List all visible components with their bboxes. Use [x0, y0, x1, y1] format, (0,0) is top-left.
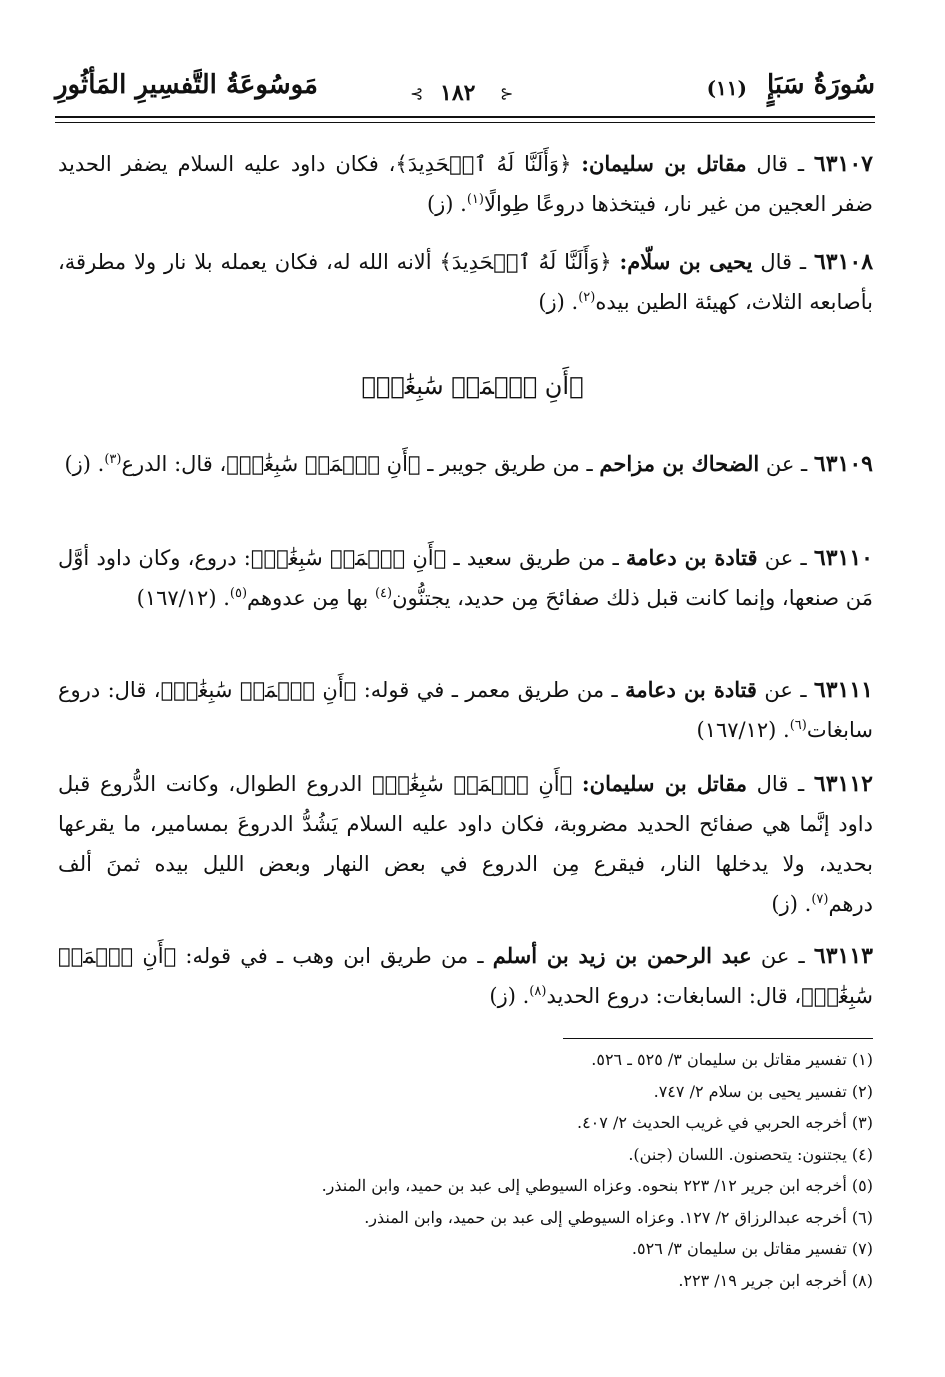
entry-text: ، قال: السابغات: دروع الحديد: [546, 984, 802, 1008]
entry-text: الدروع الطوال، وكانت الدُّروع قبل داود إنَّما هي صفائح الحديد مضروبة، فكان داود عليه السلام يَشُدُّ الدروعَ بمسامير، ما يقرعها بحديد، ولا يدخلها النار، فيقرع مِن الدروع في بعض النهار وبعض الليل بيده ثمنَ ألف درهم: [58, 772, 873, 916]
section-title: ﴿أَنِ ٱعۡمَلۡ سَٰبِغَٰتٖ﴾: [361, 372, 584, 400]
entry-source: . (ز): [771, 892, 812, 916]
entry-63109: [58, 444, 873, 484]
header-rule-thin: [55, 122, 875, 123]
footnote-ref[interactable]: (٥): [229, 586, 248, 601]
footnote-item: (٨) أخرجه ابن جرير ١٩/ ٢٢٣.: [678, 1270, 873, 1290]
entry-number: ٦٣١١٢: [813, 771, 873, 797]
entry-63111: [58, 670, 873, 750]
entry-63107: [58, 144, 873, 224]
entry-prefix: ـ قال: [746, 152, 805, 176]
entry-source: . (١٦٧/١٢): [696, 718, 790, 742]
header-rule-thick: [55, 116, 875, 118]
entry-number: ٦٣١٠٨: [813, 249, 874, 275]
entry-prefix: ـ عن: [751, 944, 805, 968]
entry-63108: [58, 242, 873, 322]
entry-author: عبد الرحمن بن زيد بن أسلم: [492, 943, 752, 968]
entry-number: ٦٣١١١: [813, 677, 873, 703]
entry-chain: ـ من طريق جويبر ـ: [420, 452, 600, 476]
quran-quote: ﴿وَأَلَنَّا لَهُ ٱلۡحَدِيدَ﴾: [395, 152, 582, 176]
entry-text: : دروع، وكان داود أوَّل مَن صنعها، وإنما كانت قبل ذلك صفائحَ مِن حديد، يجتنُّون: [58, 546, 873, 610]
entry-63113: [58, 936, 873, 1016]
footnote-ref[interactable]: (١): [466, 192, 484, 207]
footnote-item: (٧) تفسير مقاتل بن سليمان ٣/ ٥٢٦.: [631, 1239, 873, 1258]
sura-title: سُورَةُ سَبَإٍ: [767, 70, 875, 100]
running-header: [55, 70, 875, 114]
entry-prefix: ـ قال: [747, 772, 805, 796]
entry-text: ، قال: دروع سابغات: [58, 678, 873, 742]
quran-quote: ﴿أَنِ ٱعۡمَلۡ سَٰبِغَٰتٖ﴾: [250, 546, 447, 570]
entry-prefix: ـ قال: [752, 250, 807, 274]
footnote-item: (٤) يجتنون: يتحصنون. اللسان (جنن).: [628, 1144, 873, 1164]
entry-text: ، قال: الدرع: [121, 452, 227, 476]
footnote-item: (٢) تفسير يحيى بن سلام ٢/ ٧٤٧.: [653, 1081, 873, 1101]
entry-source: . (ز): [64, 452, 105, 476]
entry-author: قتادة بن دعامة: [625, 677, 757, 702]
entry-source: . (١٦٧/١٢): [136, 586, 230, 610]
footnote-item: (٦) أخرجه عبدالرزاق ٢/ ١٢٧. وعزاه السيوطي إلى عبد بن حميد، وابن المنذر.: [364, 1207, 873, 1227]
entry-author: مقاتل بن سليمان:: [581, 151, 747, 176]
entry-author: مقاتل بن سليمان:: [581, 771, 747, 796]
footnote-item: (٣) أخرجه الحربي في غريب الحديث ٢/ ٤٠٧.: [576, 1113, 873, 1132]
quran-quote: ﴿أَنِ ٱعۡمَلۡ سَٰبِغَٰتٖ﴾: [58, 944, 873, 1008]
footnote-separator: [563, 1038, 873, 1039]
footnote-item: (٥) أخرجه ابن جرير ١٢/ ٢٢٣ بنحوه. وعزاه السيوطي إلى عبد بن حميد، وابن المنذر.: [321, 1176, 873, 1195]
entry-author: قتادة بن دعامة: [625, 545, 758, 570]
entry-source: . (ز): [489, 984, 530, 1008]
quran-quote: ﴿أَنِ ٱعۡمَلۡ سَٰبِغَٰتٖ﴾: [160, 678, 357, 702]
entry-chain: ـ من طريق معمر ـ في قوله:: [356, 678, 626, 702]
entry-author: الضحاك بن مزاحم: [599, 451, 760, 476]
entry-prefix: ـ عن: [757, 546, 807, 570]
entry-chain: ـ من طريق ابن وهب ـ في قوله:: [176, 944, 493, 968]
entry-source: . (ز): [538, 290, 579, 314]
footnotes: [73, 1044, 873, 1296]
footnote-item: (١) تفسير مقاتل بن سليمان ٣/ ٥٢٥ ـ ٥٢٦.: [591, 1050, 873, 1069]
entry-number: ٦٣١٠٩: [813, 451, 873, 477]
entry-text: ألانه الله له، فكان يعمله بلا نار ولا مطرقة، بأصابعه الثلاث، كهيئة الطين بيده: [58, 250, 873, 314]
entry-text: ، فكان داود عليه السلام يضفر الحديد ضفر العجين من غير نار، فيتخذها دروعًا طِوالًا: [58, 152, 873, 216]
part-number: (١١): [706, 76, 747, 100]
encyclopedia-title: مَوسُوعَةُ التَّفسِيرِ المَأثُورِ: [55, 70, 318, 100]
entry-prefix: ـ عن: [759, 452, 808, 476]
footnote-ref[interactable]: (٧): [811, 892, 829, 907]
ornament-right-icon: ⊰: [500, 84, 514, 103]
quran-quote: ﴿وَأَلَنَّا لَهُ ٱلۡحَدِيدَ﴾: [439, 250, 620, 274]
entry-source: . (ز): [426, 192, 467, 216]
quran-quote: ﴿أَنِ ٱعۡمَلۡ سَٰبِغَٰتٖ﴾: [226, 452, 421, 476]
footnote-ref[interactable]: (٨): [529, 984, 547, 999]
footnote-ref[interactable]: (٢): [578, 290, 596, 305]
quran-quote: ﴿أَنِ ٱعۡمَلۡ سَٰبِغَٰتٖ﴾: [372, 772, 582, 796]
footnote-ref[interactable]: (٦): [789, 718, 807, 733]
entry-prefix: ـ عن: [756, 678, 807, 702]
ornament-left-icon: ⊱: [410, 84, 424, 103]
entry-number: ٦٣١٠٧: [813, 151, 873, 177]
entry-chain: ـ من طريق سعيد ـ: [446, 546, 626, 570]
entry-63110: [58, 538, 873, 618]
page-number: ١٨٢: [440, 80, 476, 106]
entry-text-2: بها مِن عدوهم: [247, 586, 375, 610]
entry-number: ٦٣١١٠: [813, 545, 873, 571]
entry-author: يحيى بن سلّام:: [619, 249, 753, 274]
entry-63112: [58, 764, 873, 924]
footnote-ref[interactable]: (٣): [104, 452, 122, 467]
footnote-ref[interactable]: (٤): [374, 586, 393, 601]
entry-number: ٦٣١١٣: [813, 943, 873, 969]
